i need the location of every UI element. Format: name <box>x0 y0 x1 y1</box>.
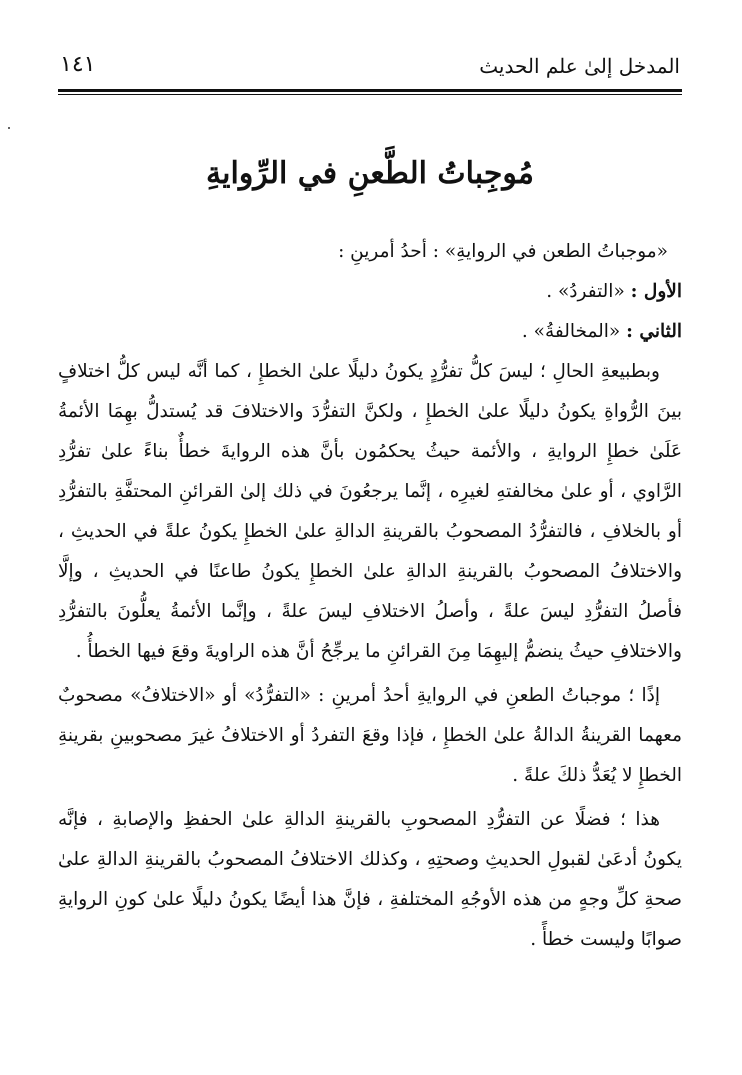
list-item-first <box>58 272 682 312</box>
running-header-title: المدخل إلىٰ علم الحديث <box>479 54 680 78</box>
list-item-label: الأول : <box>630 281 682 302</box>
paragraph-1: وبطبيعةِ الحالِ ؛ ليسَ كلُّ تفرُّدٍ يكونُ دليلًا علىٰ الخطإِ ، كما أنَّه ليس كلُّ اختلافٍ بينَ الرُّواةِ يكونُ دليلًا علىٰ الخطإِ ، ولكنَّ التفرُّدَ والاختلافَ قد يُستدلُّ بهِمَا الأئمةُ عَلَىٰ خطإِ الروايةِ ، والأئمة حيثُ يحكمُون بأنَّ هذه الروايةَ خطأٌ بناءً علىٰ تفرُّدِ الرَّاوي ، أو علىٰ مخالفتهِ لغيرِه ، إنَّما يرجعُونَ في ذلك إلىٰ القرائنِ المحتفَّةِ بالتفرُّدِ أو بالخلافِ ، فالتفرُّدُ المصحوبُ بالقرينةِ الدالةِ علىٰ الخطإِ يكونُ علةً في الحديثِ ، والاختلافُ المصحوبُ بالقرينةِ الدالةِ علىٰ الخطإِ يكونُ طاعنًا في الحديثِ ، وإلَّا فأصلُ التفرُّدِ ليسَ علةً ، وأصلُ الاختلافِ ليسَ علةً ، وإنَّما الأئمةُ يعلُّونَ بالتفرُّدِ والاختلافِ حيثُ ينضمُّ إليهِمَا مِنَ القرائنِ ما يرجِّحُ أنَّ هذه الراويةَ وقعَ فيها الخطأُ . <box>58 361 682 662</box>
list-item-text: «المخالفةُ» . <box>521 321 621 342</box>
chapter-title: مُوجِباتُ الطَّعنِ في الرِّوايةِ <box>206 156 534 191</box>
stray-mark <box>8 127 10 129</box>
header-rule-thick <box>58 89 682 92</box>
running-header <box>60 48 680 88</box>
header-rule-thin <box>58 94 682 95</box>
list-item-text: «التفردُ» . <box>546 281 625 302</box>
body-text <box>58 232 682 960</box>
page-number: ١٤١ <box>60 52 96 77</box>
list-item-label: الثاني : <box>626 321 682 342</box>
paragraph-3: هذا ؛ فضلًا عن التفرُّدِ المصحوبِ بالقرينةِ الدالةِ علىٰ الحفظِ والإصابةِ ، فإنَّه يكونُ أدعَىٰ لقبولِ الحديثِ وصحتِهِ ، وكذلك الاختلافُ المصحوبُ بالقرينةِ الدالةِ علىٰ صحةِ كلِّ وجهٍ من هذه الأوجُهِ المختلفةِ ، فإنَّ هذا أيضًا يكونُ دليلًا علىٰ كونِ الروايةِ صوابًا وليست خطأً . <box>58 809 682 950</box>
list-item-second <box>58 312 682 352</box>
intro-line: «موجباتُ الطعن في الروايةِ» : أحدُ أمرينِ : <box>338 241 668 262</box>
paragraph-2: إذًا ؛ موجباتُ الطعنِ في الروايةِ أحدُ أمرينِ : «التفرُّدُ» أو «الاختلافُ» مصحوبٌ معهما القرينةُ الدالةُ علىٰ الخطإِ ، فإذا وقعَ التفردُ أو الاختلافُ غيرَ مصحوبينِ بقرينةِ الخطإِ لا يُعَدُّ ذلكَ علةً . <box>58 685 682 786</box>
